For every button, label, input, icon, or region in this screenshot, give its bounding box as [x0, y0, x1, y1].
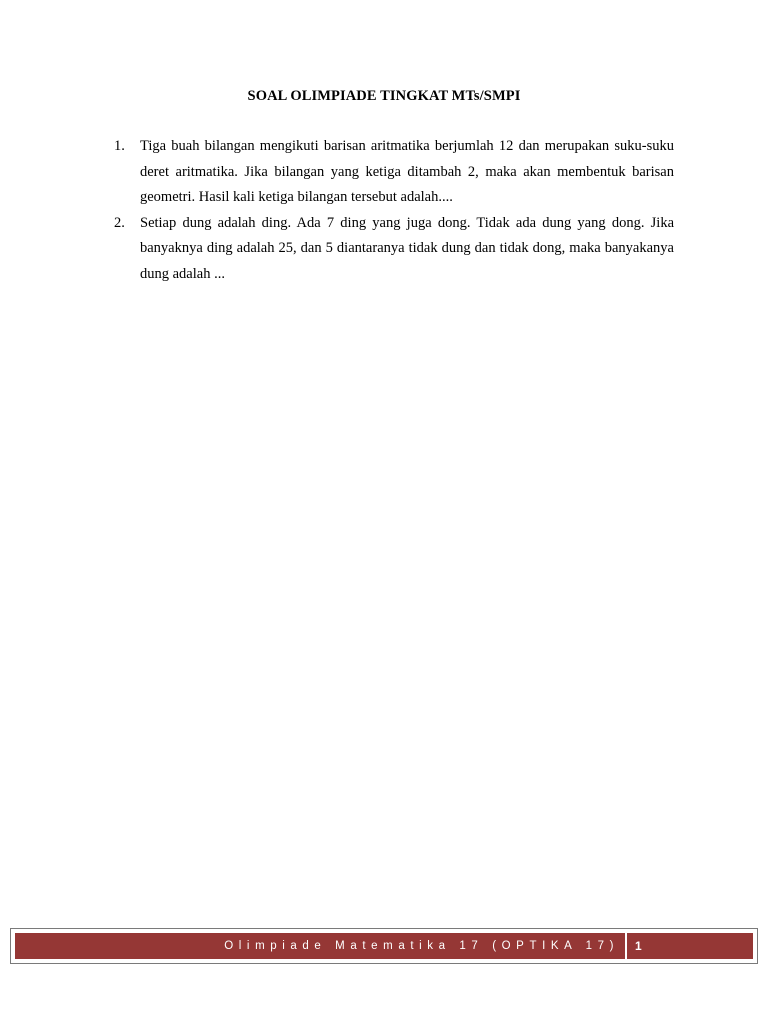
question-text: Setiap dung adalah ding. Ada 7 ding yang juga dong. Tidak ada dung yang dong. Jika banyaknya ding adalah 25, dan 5 diantaranya tidak dung dan tidak dong, maka banyakanya dung adalah ...	[140, 214, 674, 282]
question-item	[114, 134, 674, 211]
page-title: SOAL OLIMPIADE TINGKAT MTs/SMPI	[247, 88, 521, 104]
question-list	[114, 134, 674, 287]
page-footer	[10, 928, 758, 964]
footer-title: Olimpiade Matematika 17 (OPTIKA 17)	[224, 940, 619, 952]
footer-band	[15, 933, 753, 959]
question-number: 1.	[114, 138, 125, 154]
question-text: Tiga buah bilangan mengikuti barisan aritmatika berjumlah 12 dan merupakan suku-suku deret aritmatika. Jika bilangan yang ketiga ditambah 2, maka akan membentuk barisan geometri. Hasil kali ketiga bilangan tersebut adalah....	[140, 138, 674, 205]
question-number: 2.	[114, 214, 125, 231]
page-number: 1	[635, 939, 642, 953]
question-item	[114, 211, 674, 288]
